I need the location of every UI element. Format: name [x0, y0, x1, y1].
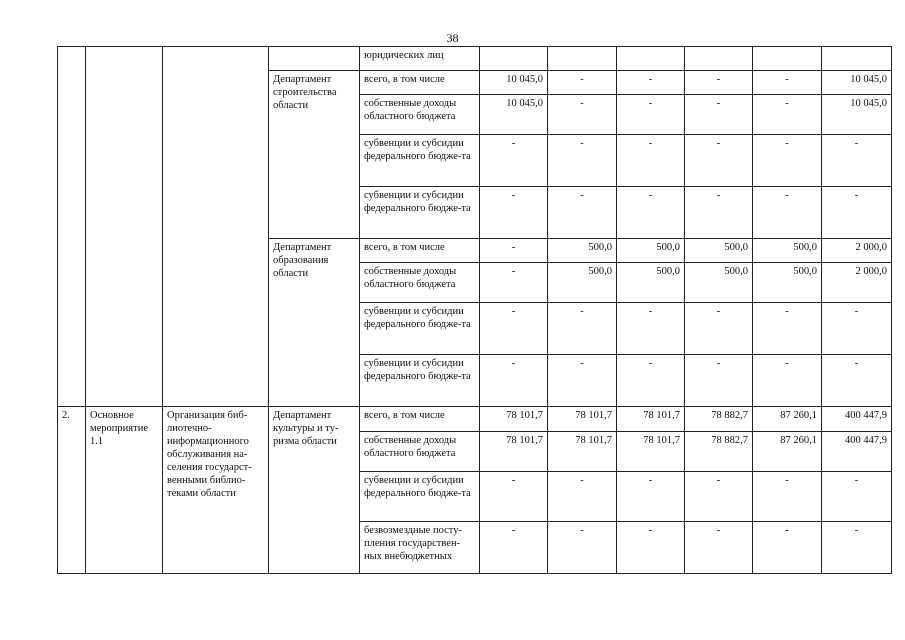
cell-value: 400 447,9 [822, 407, 892, 432]
cell-value: 500,0 [617, 263, 685, 303]
cell-type: всего, в том числе [360, 239, 480, 263]
cell-value: - [753, 135, 822, 187]
cell-dept: Департамент строительства области [269, 71, 360, 239]
cell-value: - [753, 303, 822, 355]
cell-value: 10 045,0 [822, 95, 892, 135]
cell-value: - [753, 71, 822, 95]
cell-type: собственные доходы областного бюджета [360, 95, 480, 135]
cell-value: 2 000,0 [822, 263, 892, 303]
cell-dept-cont [269, 47, 360, 71]
cell-value: 500,0 [548, 239, 617, 263]
cell-type: юридических лиц [360, 47, 480, 71]
cell-value: - [685, 71, 753, 95]
cell-value: 78 101,7 [480, 407, 548, 432]
cell-value: 400 447,9 [822, 432, 892, 472]
cell-value: 10 045,0 [480, 95, 548, 135]
cell-value: 10 045,0 [480, 71, 548, 95]
cell-value: - [617, 303, 685, 355]
cell-value: - [753, 355, 822, 407]
cell-item-number: 2. [58, 407, 86, 574]
cell-value: - [480, 187, 548, 239]
cell-value: - [753, 187, 822, 239]
cell-value: 500,0 [617, 239, 685, 263]
cell-value: 500,0 [548, 263, 617, 303]
cell-type: всего, в том числе [360, 407, 480, 432]
cell-value: - [822, 187, 892, 239]
cell-value: 78 101,7 [548, 407, 617, 432]
cell-value: - [480, 522, 548, 574]
cell-type: субвенции и субсидии федерального бюдже-та [360, 303, 480, 355]
cell-value: - [685, 95, 753, 135]
cell-value: - [548, 95, 617, 135]
cell-type: субвенции и субсидии федерального бюдже-та [360, 187, 480, 239]
cell-value: - [480, 135, 548, 187]
cell-value: - [685, 303, 753, 355]
cell-type: субвенции и субсидии федерального бюдже-та [360, 472, 480, 522]
cell-value: - [822, 303, 892, 355]
cell-value: - [480, 303, 548, 355]
table-row [58, 47, 892, 71]
cell-value: 78 882,7 [685, 407, 753, 432]
cell-value: 500,0 [685, 263, 753, 303]
cell-value: 500,0 [753, 263, 822, 303]
cell-value: - [548, 71, 617, 95]
cell-value: - [753, 522, 822, 574]
table-row [58, 407, 892, 432]
cell-type: собственные доходы областного бюджета [360, 263, 480, 303]
cell-value: - [617, 472, 685, 522]
cell-status-cont [86, 47, 163, 407]
cell-dept: Департамент образования области [269, 239, 360, 407]
cell-value: - [617, 95, 685, 135]
cell-value: 87 260,1 [753, 407, 822, 432]
cell-value: - [617, 355, 685, 407]
cell-value: 500,0 [685, 239, 753, 263]
cell-type: собственные доходы областного бюджета [360, 432, 480, 472]
cell-value: 500,0 [753, 239, 822, 263]
cell-value: 2 000,0 [822, 239, 892, 263]
cell-value: 78 101,7 [548, 432, 617, 472]
cell-type: субвенции и субсидии федерального бюдже-та [360, 355, 480, 407]
cell-value: - [548, 303, 617, 355]
cell-item-name: Организация биб-лиотечно-информационного обслуживания на-селения государст-венными библио-теками области [163, 407, 269, 574]
cell-value: 78 101,7 [617, 407, 685, 432]
cell-value: - [753, 95, 822, 135]
cell-value: - [480, 239, 548, 263]
cell-item-status: Основное мероприятие 1.1 [86, 407, 163, 574]
cell-type: всего, в том числе [360, 71, 480, 95]
cell-value: - [822, 522, 892, 574]
cell-value: - [548, 355, 617, 407]
cell-value: - [617, 187, 685, 239]
cell-value: - [617, 522, 685, 574]
cell-num-cont [58, 47, 86, 407]
cell-value: - [617, 71, 685, 95]
cell-value: - [617, 135, 685, 187]
cell-value: - [548, 135, 617, 187]
cell-value: - [822, 472, 892, 522]
cell-value: 10 045,0 [822, 71, 892, 95]
cell-value: - [685, 355, 753, 407]
cell-value: - [480, 472, 548, 522]
cell-value: - [480, 263, 548, 303]
cell-value: 78 101,7 [617, 432, 685, 472]
cell-value: 78 101,7 [480, 432, 548, 472]
cell-value: - [480, 355, 548, 407]
cell-value: 78 882,7 [685, 432, 753, 472]
cell-value: - [822, 135, 892, 187]
cell-value: - [685, 522, 753, 574]
cell-value: - [548, 472, 617, 522]
cell-value: - [548, 187, 617, 239]
cell-value: - [548, 522, 617, 574]
cell-value: - [685, 187, 753, 239]
cell-value: - [685, 135, 753, 187]
cell-value: - [822, 355, 892, 407]
cell-value: - [685, 472, 753, 522]
cell-dept: Департамент культуры и ту-ризма области [269, 407, 360, 574]
budget-table [57, 46, 892, 574]
cell-name-cont [163, 47, 269, 407]
cell-value: - [753, 472, 822, 522]
cell-type: безвозмездные посту-пления государствен-ных внебюджетных [360, 522, 480, 574]
cell-type: субвенции и субсидии федерального бюдже-та [360, 135, 480, 187]
cell-value: 87 260,1 [753, 432, 822, 472]
page-number: 38 [446, 31, 459, 45]
